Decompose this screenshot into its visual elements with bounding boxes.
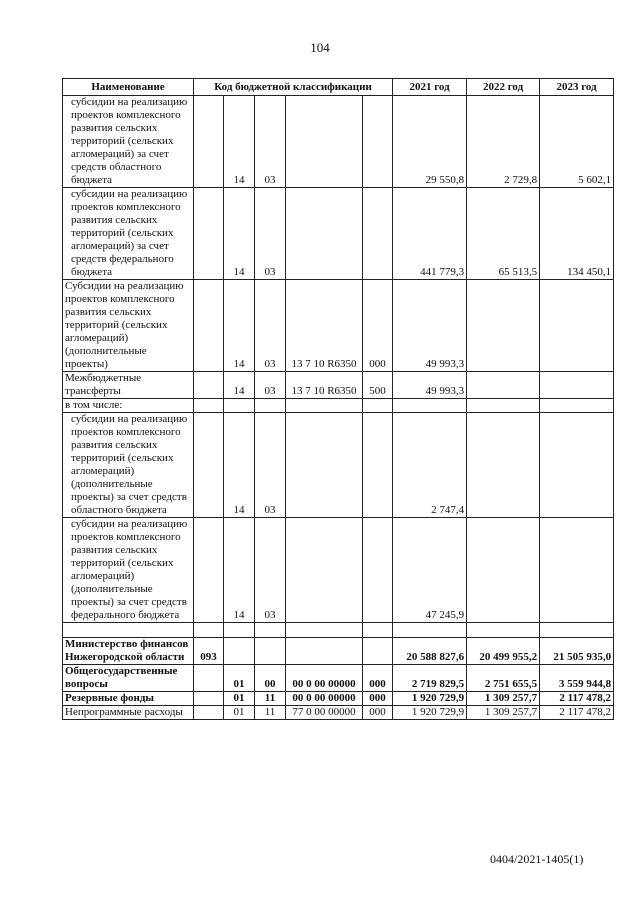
cell-2021: 49 993,3 bbox=[393, 372, 467, 399]
cell-target-article bbox=[286, 96, 363, 188]
cell-subsection: 00 bbox=[255, 665, 286, 692]
cell-2023 bbox=[540, 413, 614, 518]
cell-subsection bbox=[255, 623, 286, 638]
cell-name: Резервные фонды bbox=[63, 692, 194, 706]
table-row bbox=[63, 188, 614, 280]
cell-section: 14 bbox=[224, 96, 255, 188]
cell-ministry-code bbox=[194, 188, 224, 280]
cell-subsection: 03 bbox=[255, 96, 286, 188]
table-row bbox=[63, 518, 614, 623]
table-header-row bbox=[63, 79, 614, 96]
cell-name: субсидии на реализацию проектов комплексного развития сельских территорий (сельских агломераций) (дополнительные проекты) за счет средств областного бюджета bbox=[63, 413, 194, 518]
cell-expense-type bbox=[363, 623, 393, 638]
table-row bbox=[63, 280, 614, 372]
cell-2022 bbox=[467, 623, 540, 638]
cell-expense-type: 000 bbox=[363, 280, 393, 372]
cell-name: Непрограммные расходы bbox=[63, 706, 194, 720]
cell-2023 bbox=[540, 280, 614, 372]
cell-2022: 1 309 257,7 bbox=[467, 692, 540, 706]
cell-section: 14 bbox=[224, 188, 255, 280]
cell-2023 bbox=[540, 372, 614, 399]
cell-target-article bbox=[286, 413, 363, 518]
cell-2022 bbox=[467, 518, 540, 623]
cell-target-article: 13 7 10 R6350 bbox=[286, 372, 363, 399]
cell-name: субсидии на реализацию проектов комплексного развития сельских территорий (сельских агломераций) за счет средств областного бюджета bbox=[63, 96, 194, 188]
cell-name: субсидии на реализацию проектов комплексного развития сельских территорий (сельских агломераций) (дополнительные проекты) за счет средств федерального бюджета bbox=[63, 518, 194, 623]
spacer-row bbox=[63, 623, 614, 638]
cell-ministry-code bbox=[194, 96, 224, 188]
cell-ministry-code bbox=[194, 518, 224, 623]
cell-name: Общегосударственные вопросы bbox=[63, 665, 194, 692]
table-row bbox=[63, 692, 614, 706]
cell-ministry-code bbox=[194, 413, 224, 518]
cell-2022: 1 309 257,7 bbox=[467, 706, 540, 720]
budget-table bbox=[62, 78, 614, 720]
cell-2021: 20 588 827,6 bbox=[393, 638, 467, 665]
table-row bbox=[63, 665, 614, 692]
cell-expense-type bbox=[363, 188, 393, 280]
cell-2022: 20 499 955,2 bbox=[467, 638, 540, 665]
cell-ministry-code: 093 bbox=[194, 638, 224, 665]
cell-section bbox=[224, 399, 255, 413]
header-2021: 2021 год bbox=[393, 79, 467, 96]
cell-section: 14 bbox=[224, 372, 255, 399]
cell-target-article bbox=[286, 518, 363, 623]
cell-ministry-code bbox=[194, 692, 224, 706]
cell-section bbox=[224, 623, 255, 638]
cell-name: Субсидии на реализацию проектов комплексного развития сельских территорий (сельских агломераций) (дополнительные проекты) bbox=[63, 280, 194, 372]
cell-expense-type: 500 bbox=[363, 372, 393, 399]
cell-section bbox=[224, 638, 255, 665]
cell-2021: 2 719 829,5 bbox=[393, 665, 467, 692]
cell-2023 bbox=[540, 518, 614, 623]
cell-2021: 1 920 729,9 bbox=[393, 706, 467, 720]
cell-2023 bbox=[540, 399, 614, 413]
cell-2022 bbox=[467, 413, 540, 518]
cell-subsection: 03 bbox=[255, 188, 286, 280]
cell-section: 14 bbox=[224, 413, 255, 518]
cell-2021: 29 550,8 bbox=[393, 96, 467, 188]
cell-ministry-code bbox=[194, 280, 224, 372]
cell-name: Министерство финансов Нижегородской области bbox=[63, 638, 194, 665]
cell-expense-type: 000 bbox=[363, 692, 393, 706]
cell-ministry-code bbox=[194, 706, 224, 720]
cell-2022 bbox=[467, 372, 540, 399]
cell-target-article: 13 7 10 R6350 bbox=[286, 280, 363, 372]
cell-expense-type bbox=[363, 413, 393, 518]
cell-2021 bbox=[393, 623, 467, 638]
cell-expense-type bbox=[363, 518, 393, 623]
cell-ministry-code bbox=[194, 665, 224, 692]
cell-target-article: 00 0 00 00000 bbox=[286, 665, 363, 692]
cell-2022: 65 513,5 bbox=[467, 188, 540, 280]
cell-2022 bbox=[467, 399, 540, 413]
cell-2023: 134 450,1 bbox=[540, 188, 614, 280]
cell-target-article bbox=[286, 188, 363, 280]
cell-subsection: 03 bbox=[255, 518, 286, 623]
cell-target-article: 77 0 00 00000 bbox=[286, 706, 363, 720]
table-row bbox=[63, 706, 614, 720]
cell-section: 01 bbox=[224, 706, 255, 720]
cell-subsection: 03 bbox=[255, 413, 286, 518]
document-code: 0404/2021-1405(1) bbox=[490, 852, 584, 866]
cell-expense-type: 000 bbox=[363, 665, 393, 692]
cell-name: в том числе: bbox=[63, 399, 194, 413]
table-row bbox=[63, 96, 614, 188]
header-code: Код бюджетной классификации bbox=[194, 79, 393, 96]
table-row bbox=[63, 399, 614, 413]
table-row bbox=[63, 413, 614, 518]
cell-expense-type bbox=[363, 638, 393, 665]
cell-2021: 49 993,3 bbox=[393, 280, 467, 372]
cell-section: 14 bbox=[224, 280, 255, 372]
cell-name: Межбюджетные трансферты bbox=[63, 372, 194, 399]
cell-section: 01 bbox=[224, 665, 255, 692]
cell-2022 bbox=[467, 280, 540, 372]
cell-2023 bbox=[540, 623, 614, 638]
cell-2021: 1 920 729,9 bbox=[393, 692, 467, 706]
cell-2021 bbox=[393, 399, 467, 413]
cell-expense-type: 000 bbox=[363, 706, 393, 720]
cell-name: субсидии на реализацию проектов комплексного развития сельских территорий (сельских агломераций) за счет средств федерального бюджета bbox=[63, 188, 194, 280]
cell-section: 14 bbox=[224, 518, 255, 623]
cell-subsection: 11 bbox=[255, 706, 286, 720]
cell-target-article: 00 0 00 00000 bbox=[286, 692, 363, 706]
cell-expense-type bbox=[363, 399, 393, 413]
header-2022: 2022 год bbox=[467, 79, 540, 96]
cell-2023: 21 505 935,0 bbox=[540, 638, 614, 665]
cell-subsection: 03 bbox=[255, 372, 286, 399]
cell-2022: 2 751 655,5 bbox=[467, 665, 540, 692]
cell-2021: 2 747,4 bbox=[393, 413, 467, 518]
cell-2023: 2 117 478,2 bbox=[540, 692, 614, 706]
cell-target-article bbox=[286, 638, 363, 665]
cell-ministry-code bbox=[194, 399, 224, 413]
cell-target-article bbox=[286, 399, 363, 413]
cell-2023: 2 117 478,2 bbox=[540, 706, 614, 720]
cell-section: 01 bbox=[224, 692, 255, 706]
cell-2022: 2 729,8 bbox=[467, 96, 540, 188]
header-2023: 2023 год bbox=[540, 79, 614, 96]
cell-subsection bbox=[255, 638, 286, 665]
table-row bbox=[63, 372, 614, 399]
cell-target-article bbox=[286, 623, 363, 638]
cell-ministry-code bbox=[194, 372, 224, 399]
cell-2021: 441 779,3 bbox=[393, 188, 467, 280]
cell-2023: 3 559 944,8 bbox=[540, 665, 614, 692]
cell-ministry-code bbox=[194, 623, 224, 638]
cell-expense-type bbox=[363, 96, 393, 188]
cell-2023: 5 602,1 bbox=[540, 96, 614, 188]
cell-2021: 47 245,9 bbox=[393, 518, 467, 623]
cell-subsection: 03 bbox=[255, 280, 286, 372]
cell-name bbox=[63, 623, 194, 638]
cell-subsection: 11 bbox=[255, 692, 286, 706]
page-number: 104 bbox=[310, 40, 330, 55]
table-row bbox=[63, 638, 614, 665]
cell-subsection bbox=[255, 399, 286, 413]
header-name: Наименование bbox=[63, 79, 194, 96]
